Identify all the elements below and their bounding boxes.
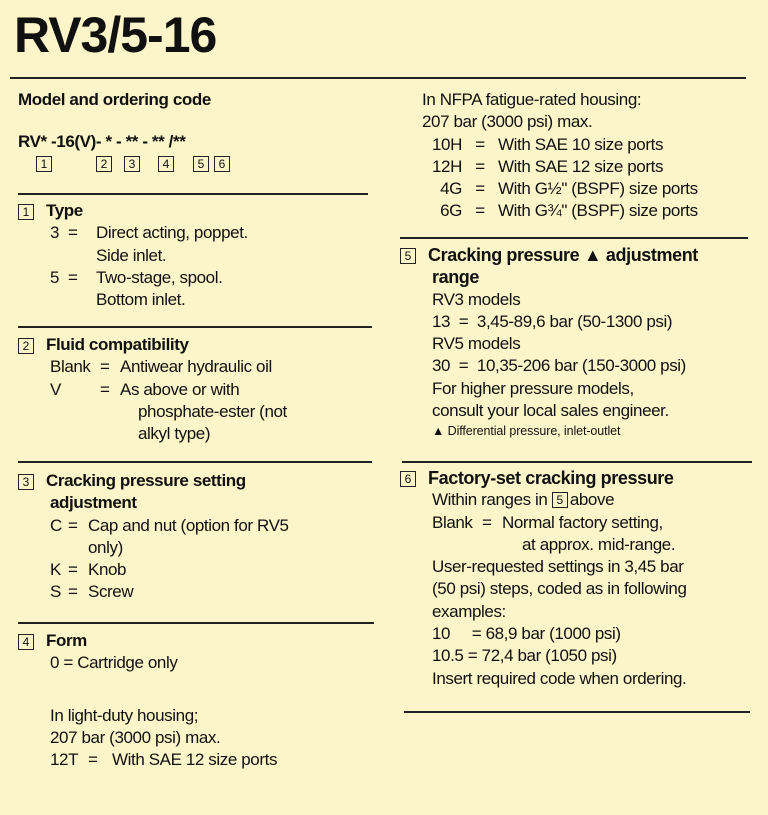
divider xyxy=(18,461,372,463)
text: above xyxy=(569,490,615,510)
code: 3 xyxy=(50,223,60,243)
section-heading: Form xyxy=(46,631,87,650)
code: V xyxy=(50,379,61,399)
code: 6G xyxy=(440,201,462,221)
description: Side inlet. xyxy=(96,245,167,265)
page-title: RV3/5-16 xyxy=(14,7,217,63)
description: Knob xyxy=(88,560,127,580)
divider xyxy=(402,461,752,463)
code: 12T xyxy=(50,750,79,770)
light-duty-heading: In light-duty housing; xyxy=(50,705,199,725)
ordering-code: RV* -16(V)- * - ** - ** /** xyxy=(18,132,186,152)
nfpa-housing-section xyxy=(422,89,698,223)
description: With SAE 10 size ports xyxy=(498,134,664,154)
description: only) xyxy=(88,537,123,557)
equals: = xyxy=(475,156,485,176)
code: C xyxy=(50,515,62,535)
text: (50 psi) steps, coded as in following xyxy=(432,579,687,599)
description: at approx. mid-range. xyxy=(522,534,676,554)
code-position-boxes xyxy=(18,156,226,176)
range-line: 30 = 10,35-206 bar (150-3000 psi) xyxy=(432,356,686,376)
description: With G½" (BSPF) size ports xyxy=(498,179,698,199)
factory-setting-section xyxy=(400,467,687,690)
divider xyxy=(404,711,750,713)
description: Direct acting, poppet. xyxy=(96,223,248,243)
code: S xyxy=(50,582,61,602)
divider xyxy=(18,326,372,328)
model-ordering-code-section xyxy=(18,89,226,176)
description: Antiwear hydraulic oil xyxy=(120,357,272,377)
code: K xyxy=(50,560,61,580)
adjustment-section xyxy=(18,470,289,604)
divider xyxy=(18,193,368,195)
equals: = xyxy=(68,582,78,602)
range-line: 13 = 3,45-89,6 bar (50-1300 psi) xyxy=(432,311,673,331)
nfpa-heading: In NFPA fatigue-rated housing: xyxy=(422,90,642,109)
text: Insert required code when ordering. xyxy=(432,668,687,688)
section-heading: Factory-set cracking pressure xyxy=(428,468,674,488)
nfpa-rating: 207 bar (3000 psi) max. xyxy=(422,112,593,132)
form-section xyxy=(18,630,277,771)
box-3: 3 xyxy=(124,156,140,172)
equals: = xyxy=(475,179,485,199)
box-5: 5 xyxy=(193,156,209,172)
description: With SAE 12 size ports xyxy=(112,750,278,770)
code: Blank xyxy=(50,357,91,377)
code: 10H xyxy=(432,134,462,154)
section-heading: Cracking pressure setting xyxy=(46,471,246,490)
description: alkyl type) xyxy=(138,424,211,444)
description: Screw xyxy=(88,582,134,602)
equals: = xyxy=(100,379,110,399)
section-heading: Model and ordering code xyxy=(18,90,211,109)
range-line: RV5 models xyxy=(432,334,521,354)
code: Blank xyxy=(432,512,473,532)
equals: = xyxy=(100,357,110,377)
divider xyxy=(10,77,746,79)
number-box: 2 xyxy=(18,338,34,354)
section-heading: Cracking pressure ▲ adjustment xyxy=(428,245,698,265)
box-6: 6 xyxy=(214,156,230,172)
box-1: 1 xyxy=(36,156,52,172)
description: As above or with xyxy=(120,379,240,399)
equals: = xyxy=(475,134,485,154)
equals: = xyxy=(88,750,98,770)
equals: = xyxy=(68,223,78,243)
text: Within ranges in xyxy=(432,490,548,510)
code: 12H xyxy=(432,156,462,176)
light-duty-rating: 207 bar (3000 psi) max. xyxy=(50,727,221,747)
description: With SAE 12 size ports xyxy=(498,156,664,176)
description: Two-stage, spool. xyxy=(96,267,223,287)
range-line: consult your local sales engineer. xyxy=(432,401,669,421)
equals: = xyxy=(68,267,78,287)
description: Cap and nut (option for RV5 xyxy=(88,515,289,535)
number-box: 1 xyxy=(18,204,34,220)
description: Bottom inlet. xyxy=(96,290,186,310)
text: examples: xyxy=(432,601,506,621)
footnote: ▲ Differential pressure, inlet-outlet xyxy=(432,424,621,439)
form-option: 0 = Cartridge only xyxy=(50,653,178,673)
description: With G¾" (BSPF) size ports xyxy=(498,201,698,221)
section-heading: adjustment xyxy=(50,493,137,513)
number-box: 5 xyxy=(552,492,568,508)
number-box: 5 xyxy=(400,248,416,264)
fluid-compatibility-section xyxy=(18,334,287,445)
section-heading: Type xyxy=(46,201,83,220)
text: 10 = 68,9 bar (1000 psi) xyxy=(432,624,621,644)
description: Normal factory setting, xyxy=(502,512,663,532)
range-line: RV3 models xyxy=(432,289,521,309)
code: 5 xyxy=(50,267,60,287)
divider xyxy=(18,622,374,624)
range-line: For higher pressure models, xyxy=(432,378,634,398)
section-heading: range xyxy=(432,267,480,288)
box-4: 4 xyxy=(158,156,174,172)
text: User-requested settings in 3,45 bar xyxy=(432,557,684,577)
type-section xyxy=(18,200,248,311)
equals: = xyxy=(482,512,492,532)
equals: = xyxy=(68,515,78,535)
pressure-range-section xyxy=(400,244,698,440)
number-box: 6 xyxy=(400,471,416,487)
equals: = xyxy=(475,201,485,221)
text: 10.5 = 72,4 bar (1050 psi) xyxy=(432,646,617,666)
box-2: 2 xyxy=(96,156,112,172)
equals: = xyxy=(68,560,78,580)
divider xyxy=(400,237,748,239)
code: 4G xyxy=(440,179,462,199)
number-box: 4 xyxy=(18,634,34,650)
number-box: 3 xyxy=(18,474,34,490)
section-heading: Fluid compatibility xyxy=(46,335,189,354)
description: phosphate-ester (not xyxy=(138,401,287,421)
